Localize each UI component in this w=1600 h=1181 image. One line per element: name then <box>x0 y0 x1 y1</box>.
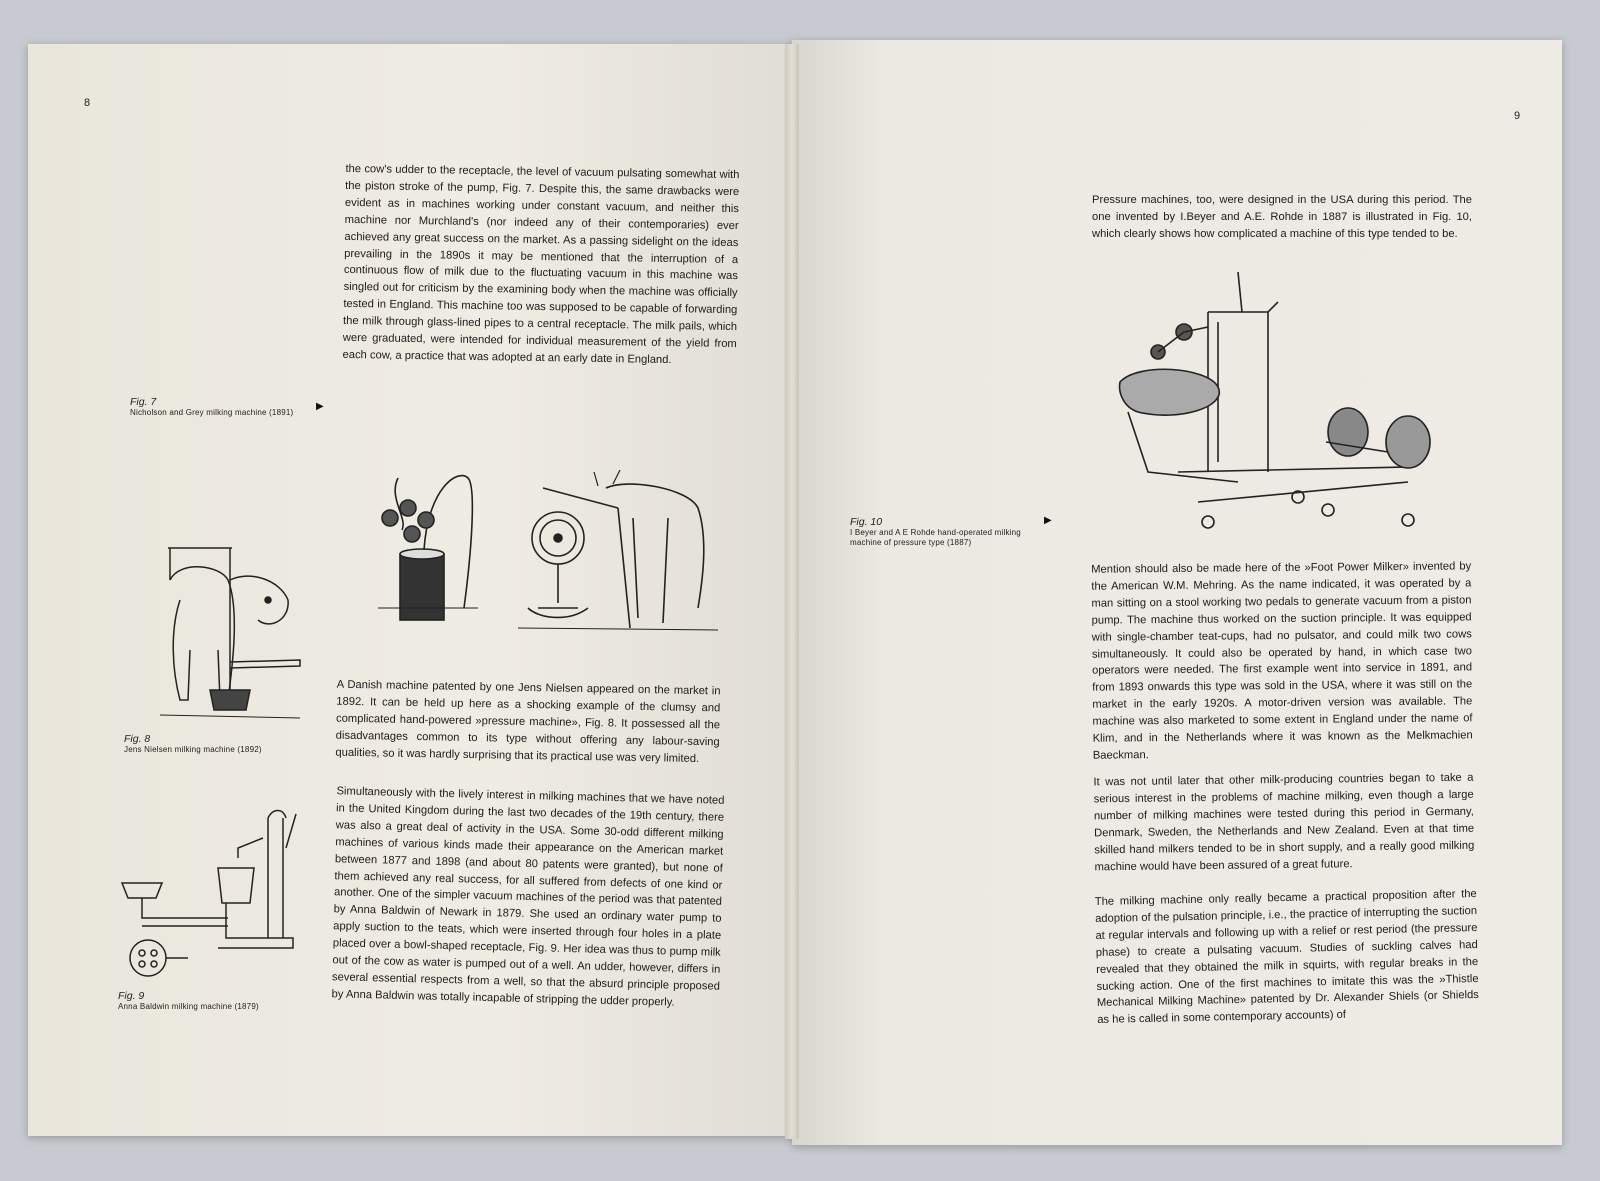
right-paragraph-4: The milking machine only really became a practical proposition after the adoption of the pulsation principle, i.e., the practice of interrupting the suction at regular intervals and following up with a relief or rest period (the pressure phase) to create a pulsating vacuum. Studies of suckling calves had revealed that they obtained the milk in squirts, with regular breaks in the sucking action. One of the first machines to imitate this was the »Thistle Mechanical Milking Machine» patented by Dr. Alexander Shiels (or Shields as he is called in some contemporary accounts) of <box>1094 888 1479 1027</box>
left-paragraph-2: A Danish machine patented by one Jens Nielsen appeared on the market in 1892. It can be held up here as a shocking example of the clumsy and complicated hand-powered »pressure machine», Fig. 8. It possessed all the disadvantages common to its type without offering any labour-saving qualities, so it was hardly surprising that its practical use was very limited. <box>335 678 721 765</box>
book-spine <box>785 44 799 1139</box>
fig8-caption <box>124 733 314 755</box>
fig10-arrow: ▶ <box>1044 515 1052 526</box>
fig9-caption <box>118 990 308 1012</box>
fig7-text: Nicholson and Grey milking machine (1891) <box>130 408 294 417</box>
fig9-illustration <box>118 808 308 988</box>
fig8-title: Fig. 8 <box>124 733 151 745</box>
fig9-title: Fig. 9 <box>118 990 145 1002</box>
fig10-title: Fig. 10 <box>850 516 883 528</box>
fig10-caption <box>850 516 1050 548</box>
fig10-text: I Beyer and A E Rohde hand-operated milking machine of pressure type (1887) <box>850 528 1021 547</box>
fig10-illustration <box>1118 272 1458 542</box>
fig7-arrow: ▶ <box>316 401 324 412</box>
right-paragraph-1: Pressure machines, too, were designed in the USA during this period. The one invented by I.Beyer and A.E. Rohde in 1887 is illustrated in Fig. 10, which clearly shows how complicated a machine of this type tended to be. <box>1092 194 1472 240</box>
page-number-right: 9 <box>1514 110 1521 122</box>
left-paragraph-1: the cow's udder to the receptacle, the level of vacuum pulsating somewhat with the piston stroke of the pump, Fig. 7. Despite this, the same drawbacks were evident as in machines working under constant vacuum, and neither this machine nor Murchland's (nor indeed any of their contemporaries) ever achieved any great success on the market. As a passing sidelight on the ideas prevailing in the 1890s it may be mentioned that the interruption of a continuous flow of milk due to the fluctuating vacuum in this machine was singled out for criticism by the examining body when the machine was officially tested in England. This machine too was supposed to be capable of forwarding the milk through glass-lined pipes to a central receptacle. The milk pails, which were graduated, were intended for individual measurement of the yield from each cow, a practice that was adopted at an early date in England. <box>342 162 740 367</box>
right-paragraph-3: It was not until later that other milk-producing countries began to take a serious interest in the problems of machine milking, even though a large number of milking machines were tested during this period in Germany, Denmark, Sweden, the Netherlands and New Zealand. Even at that time skilled hand milkers tended to be in short supply, and a really good milking machine would have been assured of a great future. <box>1093 771 1475 873</box>
fig8-text: Jens Nielsen milking machine (1892) <box>124 745 262 754</box>
page-number-left: 8 <box>84 97 91 109</box>
fig8-illustration <box>150 540 310 730</box>
right-paragraph-2: Mention should also be made here of the »Foot Power Milker» invented by the American W.M. Mehring. As the name indicated, it was operated by a man sitting on a stool working two pedals to generate vacuum from a piston pump. The machine thus worked on the suction principle. It was equipped with single-chamber teat-cups, had no pulsator, and could milk two cows simultaneously. It could also be operated by hand, in which case two operators were needed. The first example went into service in 1891, and from 1893 onwards this type was sold in the USA, where it was still on the market in the early 1920s. A motor-driven version was available. The machine was also marketed to some extent in England under the name of Klim, and in the Netherlands where it was known as the Melkmachien Baeckman. <box>1091 560 1473 762</box>
fig7-title: Fig. 7 <box>130 396 157 408</box>
fig7-caption <box>130 396 300 418</box>
fig7-illustration <box>368 458 728 638</box>
fig9-text: Anna Baldwin milking machine (1879) <box>118 1002 259 1011</box>
left-paragraph-3: Simultaneously with the lively interest in milking machines that we have noted in the United Kingdom during the last two decades of the 19th century, there was also a great deal of activity in the USA. Some 30-odd different milking machines of various kinds made their appearance on the American market between 1877 and 1898 (and about 80 patents were granted), but none of them achieved any real success, for all suffered from defects of one kind or another. One of the simpler vacuum machines of the period was that patented by Anna Baldwin of Newark in 1879. She used an ordinary water pump to apply suction to the teats, which were inserted through four holes in a plate placed over a bowl-shaped receptacle, Fig. 9. Her idea was thus to pump milk out of the cow as water is pumped out of a well. An udder, however, differs in several essential respects from a well, so that the absurd principle proposed by Anna Baldwin was totally incapable of stripping the udder properly. <box>331 785 725 1009</box>
